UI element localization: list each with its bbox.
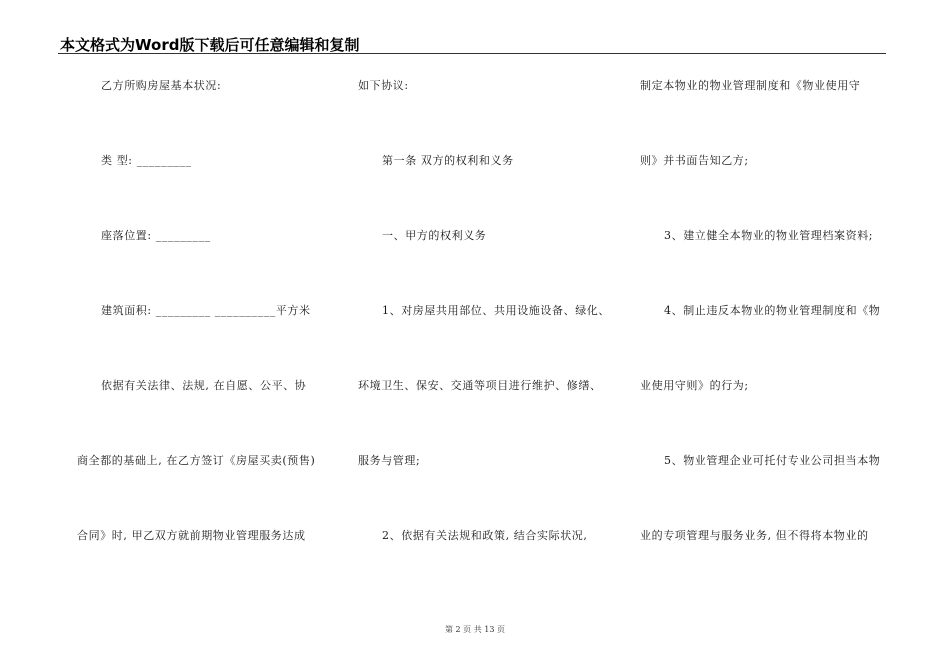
text-column-right <box>640 0 890 672</box>
paragraph-line: 建筑面积: _________ __________平方米 <box>101 304 311 317</box>
paragraph-line: 依据有关法律、法规, 在自愿、公平、协 <box>101 379 307 392</box>
paragraph-line: 制定本物业的物业管理制度和《物业使用守 <box>640 79 861 92</box>
text-column-left <box>77 0 332 672</box>
paragraph-line: 2、依据有关法规和政策, 结合实际状况, <box>382 529 588 542</box>
paragraph-line: 环境卫生、保安、交通等项目进行维护、修缮、 <box>358 379 602 392</box>
paragraph-line: 服务与管理; <box>358 454 421 467</box>
section-heading: 第一条 双方的权利和义务 <box>382 154 514 167</box>
paragraph-line: 3、建立健全本物业的物业管理档案资料; <box>664 229 874 242</box>
paragraph-line: 1、对房屋共用部位、共用设施设备、绿化、 <box>382 304 610 317</box>
paragraph-line: 则》并书面告知乙方; <box>640 154 749 167</box>
paragraph-line: 如下协议: <box>358 79 409 92</box>
paragraph-line: 4、制止违反本物业的物业管理制度和《物 <box>664 304 881 317</box>
paragraph-line: 乙方所购房屋基本状况: <box>101 79 222 92</box>
paragraph-line: 商全都的基础上, 在乙方签订《房屋买卖(预售) <box>77 454 316 467</box>
subsection-heading: 一、甲方的权利义务 <box>382 229 487 242</box>
paragraph-line: 5、物业管理企业可托付专业公司担当本物 <box>664 454 881 467</box>
paragraph-line: 类 型: _________ <box>101 154 192 167</box>
document-header-title: 本文格式为Word版下载后可任意编辑和复制 <box>60 36 360 54</box>
paragraph-line: 业的专项管理与服务业务, 但不得将本物业的 <box>640 529 869 542</box>
paragraph-line: 合同》时, 甲乙双方就前期物业管理服务达成 <box>77 529 306 542</box>
text-column-middle <box>358 0 620 672</box>
paragraph-line: 业使用守则》的行为; <box>640 379 749 392</box>
page-number-footer: 第 2 页 共 13 页 <box>445 625 505 634</box>
paragraph-line: 座落位置: _________ <box>101 229 211 242</box>
